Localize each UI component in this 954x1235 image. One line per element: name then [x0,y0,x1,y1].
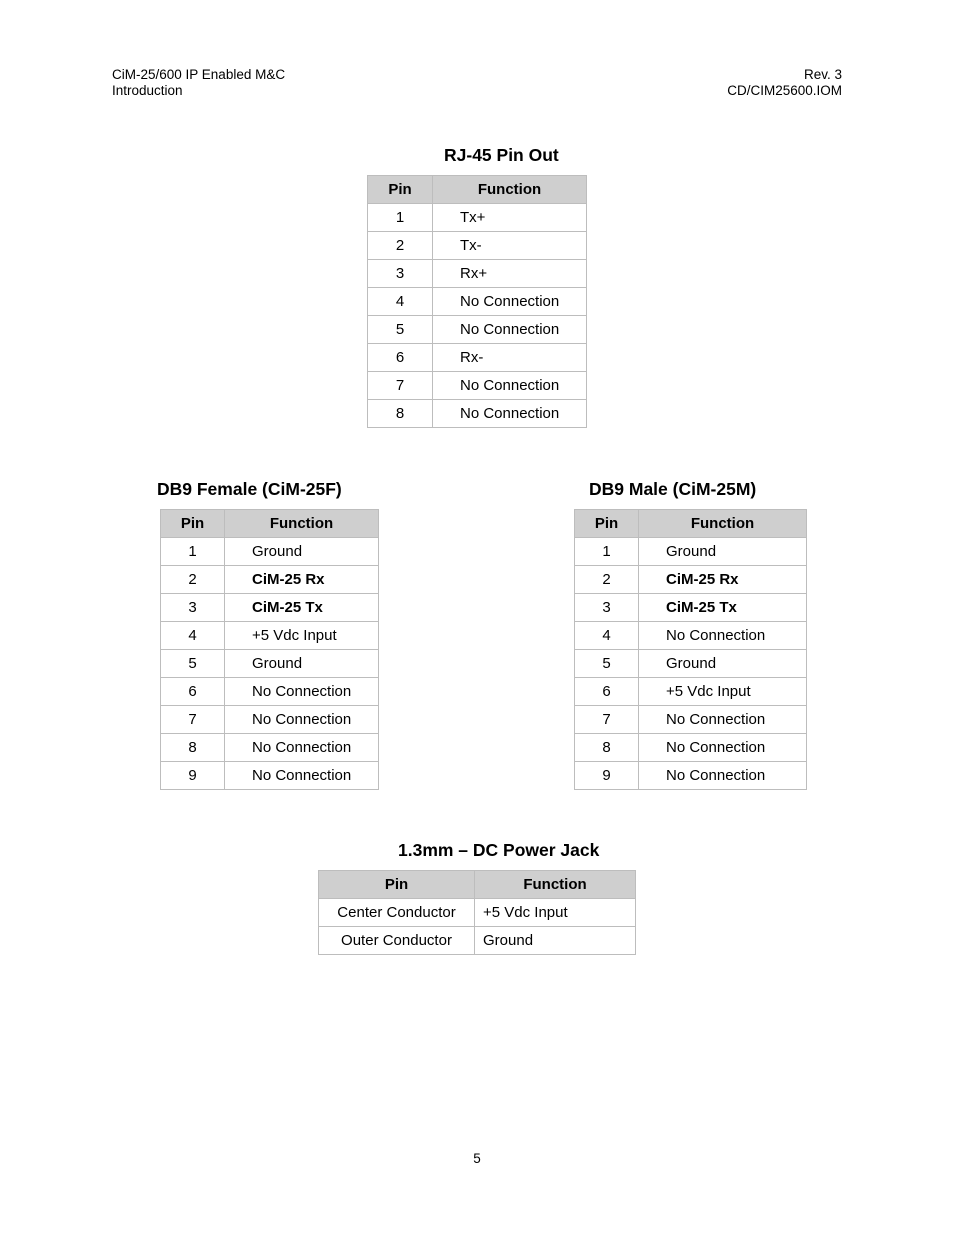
table-row [575,734,807,762]
pin-cell: 2 [368,232,433,260]
function-cell: CiM-25 Tx [639,594,807,622]
function-cell: CiM-25 Rx [225,566,379,594]
document-code: CD/CIM25600.IOM [727,83,842,98]
function-cell: No Connection [225,706,379,734]
pin-cell: 1 [575,538,639,566]
pin-cell: Outer Conductor [319,927,475,955]
table-row [161,734,379,762]
table-row [368,232,587,260]
table-row [161,706,379,734]
table-row [161,566,379,594]
pin-cell: 2 [575,566,639,594]
function-cell: +5 Vdc Input [225,622,379,650]
pin-cell: 9 [161,762,225,790]
table-row [161,594,379,622]
document-title: CiM-25/600 IP Enabled M&C [112,67,286,82]
function-cell: Rx- [433,344,587,372]
pin-cell: 4 [368,288,433,316]
function-cell: Ground [225,650,379,678]
function-cell: No Connection [433,400,587,428]
table-row [575,706,807,734]
table-row [575,538,807,566]
table-row [368,400,587,428]
function-cell: No Connection [225,678,379,706]
table-row [368,344,587,372]
function-cell: No Connection [433,316,587,344]
pin-cell: 3 [575,594,639,622]
page-number: 5 [473,1151,481,1166]
header-right [727,67,842,99]
col-header-function: Function [433,176,587,204]
pin-cell: 3 [161,594,225,622]
pin-cell: 6 [575,678,639,706]
pin-cell: 7 [575,706,639,734]
table-row [575,622,807,650]
col-header-pin: Pin [319,871,475,899]
function-cell: +5 Vdc Input [639,678,807,706]
table-row [368,316,587,344]
db9-male-title: DB9 Male (CiM-25M) [589,479,757,499]
table-row [368,372,587,400]
function-cell: Ground [639,538,807,566]
function-cell: Ground [475,927,636,955]
table-row [368,288,587,316]
table-row [368,260,587,288]
function-cell: No Connection [639,762,807,790]
revision: Rev. 3 [803,67,842,82]
rj45-pinout-table [367,175,587,428]
table-row [161,762,379,790]
pin-cell: 5 [368,316,433,344]
pin-cell: 7 [161,706,225,734]
db9-female-table [160,509,379,790]
table-header-row [161,510,379,538]
db9-female-title: DB9 Female (CiM-25F) [157,479,342,499]
function-cell: No Connection [225,762,379,790]
function-cell: No Connection [639,622,807,650]
pin-cell: 8 [575,734,639,762]
pin-cell: 8 [161,734,225,762]
function-cell: Tx- [433,232,587,260]
col-header-pin: Pin [161,510,225,538]
table-row [161,678,379,706]
header-left [112,67,285,99]
pin-cell: 7 [368,372,433,400]
col-header-pin: Pin [368,176,433,204]
function-cell: No Connection [433,372,587,400]
dc-jack-table [318,870,636,955]
function-cell: CiM-25 Tx [225,594,379,622]
function-cell: Ground [639,650,807,678]
table-row [575,594,807,622]
pin-cell: 4 [161,622,225,650]
table-row [575,678,807,706]
table-row [575,762,807,790]
table-header-row [368,176,587,204]
function-cell: No Connection [433,288,587,316]
section-name: Introduction [112,83,183,98]
col-header-pin: Pin [575,510,639,538]
rj45-title: RJ-45 Pin Out [444,145,559,165]
pin-cell: 1 [161,538,225,566]
table-row [161,538,379,566]
table-header-row [319,871,636,899]
table-row [575,650,807,678]
table-row [161,622,379,650]
pin-cell: 6 [161,678,225,706]
function-cell: No Connection [639,706,807,734]
pin-cell: 5 [575,650,639,678]
table-row [319,927,636,955]
pin-cell: 5 [161,650,225,678]
pin-cell: 9 [575,762,639,790]
pin-cell: 2 [161,566,225,594]
table-row [319,899,636,927]
col-header-function: Function [639,510,807,538]
function-cell: Ground [225,538,379,566]
pin-cell: 8 [368,400,433,428]
table-header-row [575,510,807,538]
function-cell: No Connection [225,734,379,762]
function-cell: No Connection [639,734,807,762]
pin-cell: Center Conductor [319,899,475,927]
table-row [368,204,587,232]
pin-cell: 4 [575,622,639,650]
table-row [575,566,807,594]
function-cell: Tx+ [433,204,587,232]
db9-male-table [574,509,807,790]
col-header-function: Function [225,510,379,538]
pin-cell: 6 [368,344,433,372]
col-header-function: Function [475,871,636,899]
pin-cell: 3 [368,260,433,288]
function-cell: CiM-25 Rx [639,566,807,594]
function-cell: Rx+ [433,260,587,288]
function-cell: +5 Vdc Input [475,899,636,927]
pin-cell: 1 [368,204,433,232]
dc-jack-title: 1.3mm – DC Power Jack [398,840,600,860]
table-row [161,650,379,678]
